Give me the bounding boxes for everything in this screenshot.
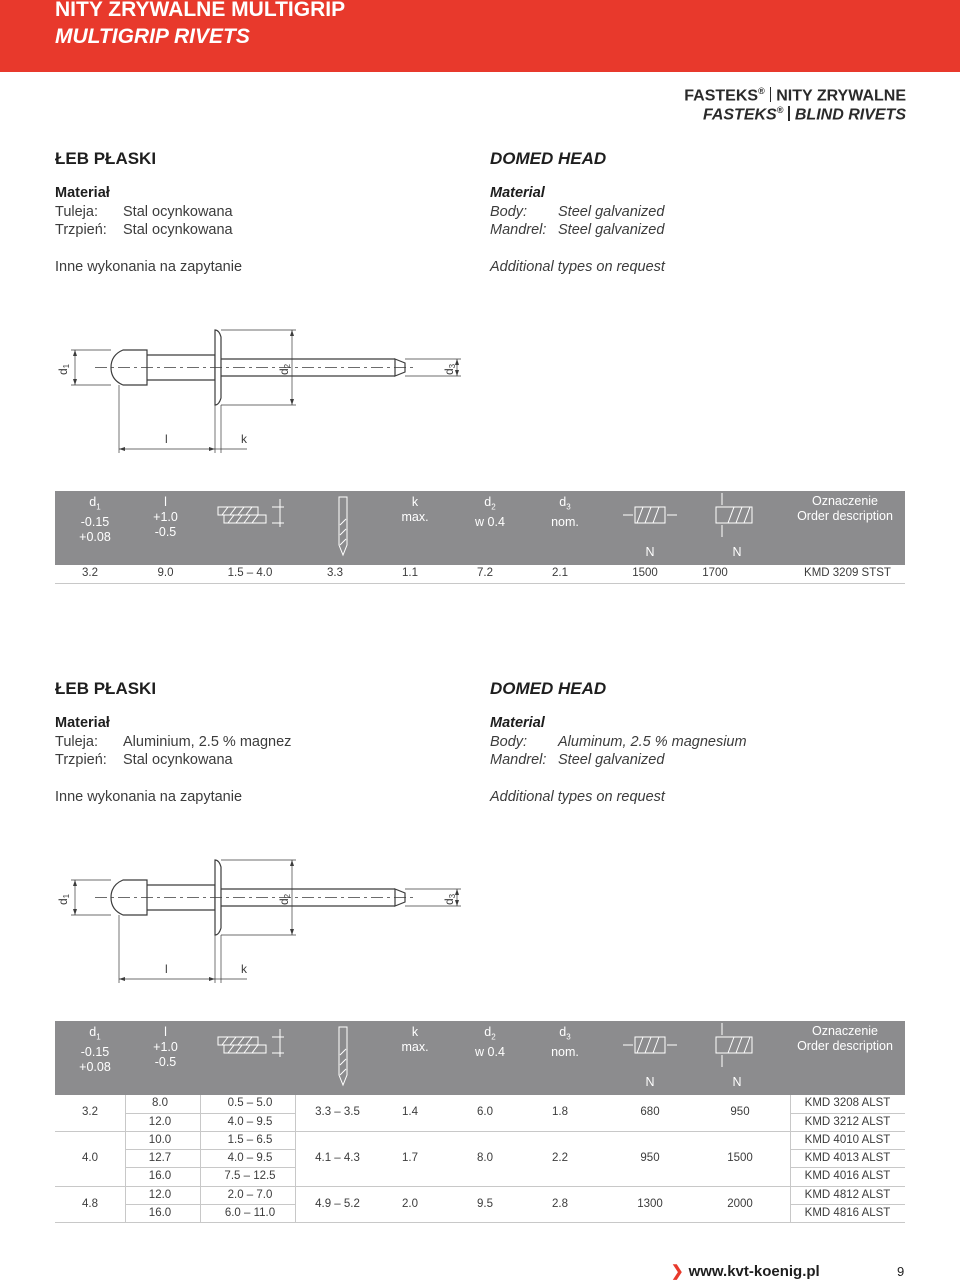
section2-head-en: DOMED HEAD (490, 679, 607, 698)
l-label: l (165, 432, 168, 446)
grip-range-icon (210, 497, 288, 527)
title-banner (0, 0, 960, 72)
col-k: k max. (401, 1025, 429, 1054)
k-label: k (241, 432, 247, 446)
drill-icon (333, 495, 353, 561)
website-link[interactable]: ❯ www.kvt-koenig.pl (671, 1263, 820, 1280)
title-en: MULTIGRIP RIVETS (55, 25, 250, 48)
d2-label: d2 (277, 363, 292, 375)
col-n2: N (732, 545, 742, 559)
col-d1: $d_1$ -0.15 +0.08 (79, 1025, 111, 1074)
shear-force-icon (623, 497, 677, 533)
tensile-force-icon (710, 1023, 760, 1069)
section1-body-en: Body: Steel galvanized (490, 204, 665, 220)
col-l: l +1.0 -0.5 (153, 1025, 178, 1069)
arrow-right-icon: ❯ (671, 1263, 684, 1280)
table2-header (55, 1021, 905, 1095)
col-d2: $d_2$ w 0.4 (475, 1025, 505, 1059)
tensile-force-icon (710, 493, 760, 539)
section2-mandrel-pl: Trzpień: Stal ocynkowana (55, 752, 233, 768)
col-n2: N (732, 1075, 742, 1089)
col-d1: $d_1$ -0.15 +0.08 (79, 495, 111, 544)
col-order: Oznaczenie Order description (797, 1024, 893, 1053)
l-label: l (165, 962, 168, 976)
col-k: k max. (401, 495, 429, 524)
page-number: 9 (897, 1264, 905, 1279)
section2-body-en: Body: Aluminum, 2.5 % magnesium (490, 734, 747, 750)
section1-mandrel-pl: Trzpień: Stal ocynkowana (55, 222, 233, 238)
col-n1: N (645, 1075, 655, 1089)
rivet-diagram-2 (55, 855, 475, 985)
section1-mandrel-en: Mandrel: Steel galvanized (490, 222, 665, 238)
section1-material-en: Material (490, 185, 545, 201)
col-d2: $d_2$ w 0.4 (475, 495, 505, 529)
section2-mandrel-en: Mandrel: Steel galvanized (490, 752, 665, 768)
shear-force-icon (623, 1027, 677, 1063)
section1-other-en: Additional types on request (490, 259, 665, 275)
section1-head-en: DOMED HEAD (490, 149, 607, 168)
k-label: k (241, 962, 247, 976)
col-n1: N (645, 545, 655, 559)
rivet-diagram-1 (55, 325, 475, 455)
section1-material-pl: Materiał (55, 185, 110, 201)
d1-label: d1 (56, 893, 71, 905)
col-order: Oznaczenie Order description (797, 494, 893, 523)
d3-label: d3 (442, 893, 457, 905)
brand-line-pl: FASTEKS® NITY ZRYWALNE (684, 86, 906, 105)
section2-material-pl: Materiał (55, 715, 110, 731)
d3-label: d3 (442, 363, 457, 375)
d2-label: d2 (277, 893, 292, 905)
grip-range-icon (210, 1027, 288, 1057)
col-d3: $d_3$ nom. (551, 495, 579, 529)
section2-head-pl: ŁEB PŁASKI (55, 679, 157, 698)
drill-icon (333, 1025, 353, 1091)
d1-label: d1 (56, 363, 71, 375)
title-pl: NITY ZRYWALNE MULTIGRIP (55, 0, 346, 21)
section1-head-pl: ŁEB PŁASKI (55, 149, 157, 168)
col-d3: $d_3$ nom. (551, 1025, 579, 1059)
table1-header (55, 491, 905, 565)
col-l: l +1.0 -0.5 (153, 495, 178, 539)
section1-other-pl: Inne wykonania na zapytanie (55, 259, 243, 275)
brand-line-en: FASTEKS® BLIND RIVETS (702, 105, 906, 124)
section2-material-en: Material (490, 715, 545, 731)
section1-body-pl: Tuleja: Stal ocynkowana (55, 204, 233, 220)
section2-body-pl: Tuleja: Aluminium, 2.5 % magnez (55, 734, 292, 750)
section2-other-en: Additional types on request (490, 789, 665, 805)
section2-other-pl: Inne wykonania na zapytanie (55, 789, 243, 805)
